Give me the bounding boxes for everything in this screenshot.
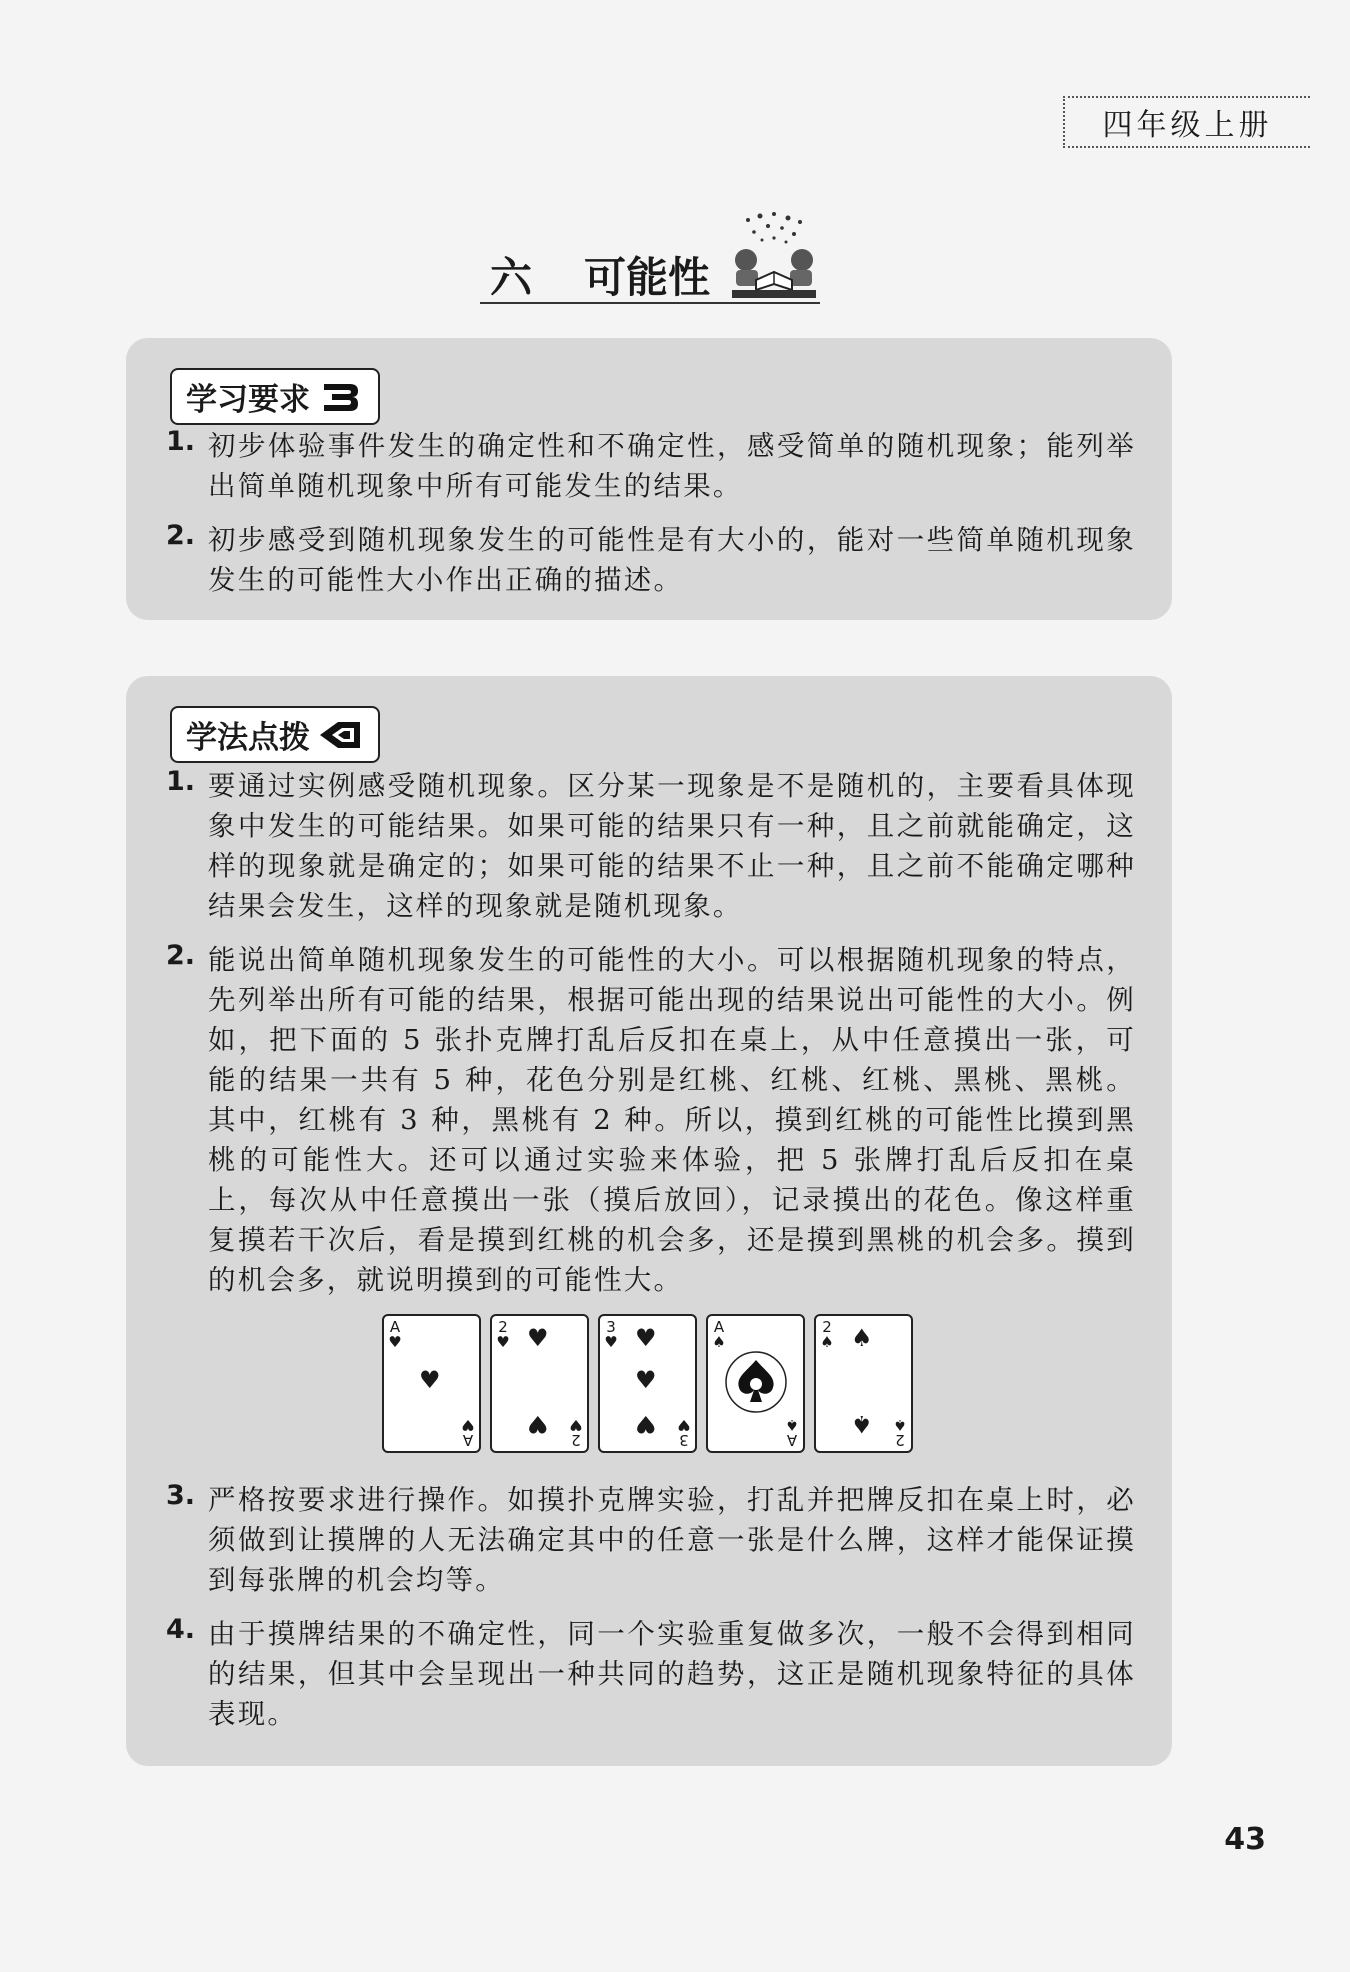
chapter-title: 可能性 xyxy=(584,253,711,302)
spade-icon: ♠ xyxy=(851,1324,873,1352)
requirements-title xyxy=(170,368,380,425)
requirements-box xyxy=(126,338,1172,620)
card-two-spades xyxy=(814,1314,913,1453)
heart-icon: ♥ xyxy=(419,1366,441,1394)
page-number: 43 xyxy=(1224,1822,1266,1857)
heart-icon: ♥ xyxy=(635,1366,657,1394)
chapter-underline xyxy=(480,302,820,304)
method-item xyxy=(166,1614,1136,1734)
heart-icon: ♥ xyxy=(635,1410,657,1438)
requirement-item xyxy=(166,426,1136,506)
item-text: 能说出简单随机现象发生的可能性的大小。可以根据随机现象的特点，先列举出所有可能的结果，根据可能出现的结果说出可能性的大小。例如，把下面的 5 张扑克牌打乱后反扣在桌上，从中任意摸出一张，可能的结果一共有 5 种，花色分别是红桃、红桃、红桃、黑桃、黑桃。其中，红桃有 3 种，黑桃有 2 种。所以，摸到红桃的可能性比摸到黑桃的可能性大。还可以通过实验来体验，把 5 张牌打乱后反扣在桌上，每次从中任意摸出一张（摸后放回），记录摸出的花色。像这样重复摸若干次后，看是摸到红桃的机会多，还是摸到黑桃的机会多。摸到的机会多，就说明摸到的可能性大。 xyxy=(208,944,1136,1296)
item-text: 要通过实例感受随机现象。区分某一现象是不是随机的，主要看具体现象中发生的可能结果。如果可能的结果只有一种，且之前就能确定，这样的现象就是确定的；如果可能的结果不止一种，且之前不能确定哪种结果会发生，这样的现象就是随机现象。 xyxy=(208,770,1136,922)
card-ace-spades xyxy=(706,1314,805,1453)
card-corner: 3 ♥ xyxy=(677,1416,691,1449)
card-two-hearts xyxy=(490,1314,589,1453)
item-number: 2. xyxy=(166,940,196,971)
methods-title xyxy=(170,706,380,763)
heart-icon: ♥ xyxy=(527,1410,549,1438)
spade-icon: ♠ xyxy=(851,1410,873,1438)
playing-cards xyxy=(166,1314,1136,1464)
item-number: 2. xyxy=(166,520,196,551)
grade-label: 四年级上册 xyxy=(1063,96,1310,148)
heart-icon: ♥ xyxy=(527,1324,549,1352)
card-three-hearts xyxy=(598,1314,697,1453)
pointer-icon xyxy=(318,718,362,752)
chapter-heading xyxy=(490,245,710,305)
item-text: 初步感受到随机现象发生的可能性是有大小的，能对一些简单随机现象发生的可能性大小作出正确的描述。 xyxy=(208,524,1136,596)
card-corner: 2 ♥ xyxy=(496,1318,510,1351)
card-corner: A ♥ xyxy=(461,1416,475,1449)
item-number: 1. xyxy=(166,426,196,457)
method-item xyxy=(166,766,1136,926)
card-corner: 3 ♥ xyxy=(604,1318,618,1351)
children-reading-icon xyxy=(728,210,820,300)
card-corner: A ♥ xyxy=(388,1318,402,1351)
method-item xyxy=(166,1480,1136,1600)
card-ace-hearts xyxy=(382,1314,481,1453)
item-number: 3. xyxy=(166,1480,196,1511)
item-number: 1. xyxy=(166,766,196,797)
card-corner: A ♠ xyxy=(785,1416,799,1449)
item-text: 初步体验事件发生的确定性和不确定性，感受简单的随机现象；能列举出简单随机现象中所有可能发生的结果。 xyxy=(208,430,1136,502)
list-icon xyxy=(318,380,362,414)
card-corner: 2 ♥ xyxy=(569,1416,583,1449)
item-text: 由于摸牌结果的不确定性，同一个实验重复做多次，一般不会得到相同的结果，但其中会呈现出一种共同的趋势，这正是随机现象特征的具体表现。 xyxy=(208,1618,1136,1730)
requirement-item xyxy=(166,520,1136,600)
chapter-number: 六 xyxy=(490,253,533,302)
ace-spade-logo-icon xyxy=(722,1338,790,1426)
item-number: 4. xyxy=(166,1614,196,1645)
requirements-title-text: 学习要求 xyxy=(186,382,310,418)
method-item xyxy=(166,940,1136,1300)
methods-box xyxy=(126,676,1172,1766)
item-text: 严格按要求进行操作。如摸扑克牌实验，打乱并把牌反扣在桌上时，必须做到让摸牌的人无法确定其中的任意一张是什么牌，这样才能保证摸到每张牌的机会均等。 xyxy=(208,1484,1136,1596)
card-corner: 2 ♠ xyxy=(893,1416,907,1449)
card-corner: 2 ♠ xyxy=(820,1318,834,1351)
methods-title-text: 学法点拨 xyxy=(186,720,310,756)
heart-icon: ♥ xyxy=(635,1324,657,1352)
card-corner: A ♠ xyxy=(712,1318,726,1351)
